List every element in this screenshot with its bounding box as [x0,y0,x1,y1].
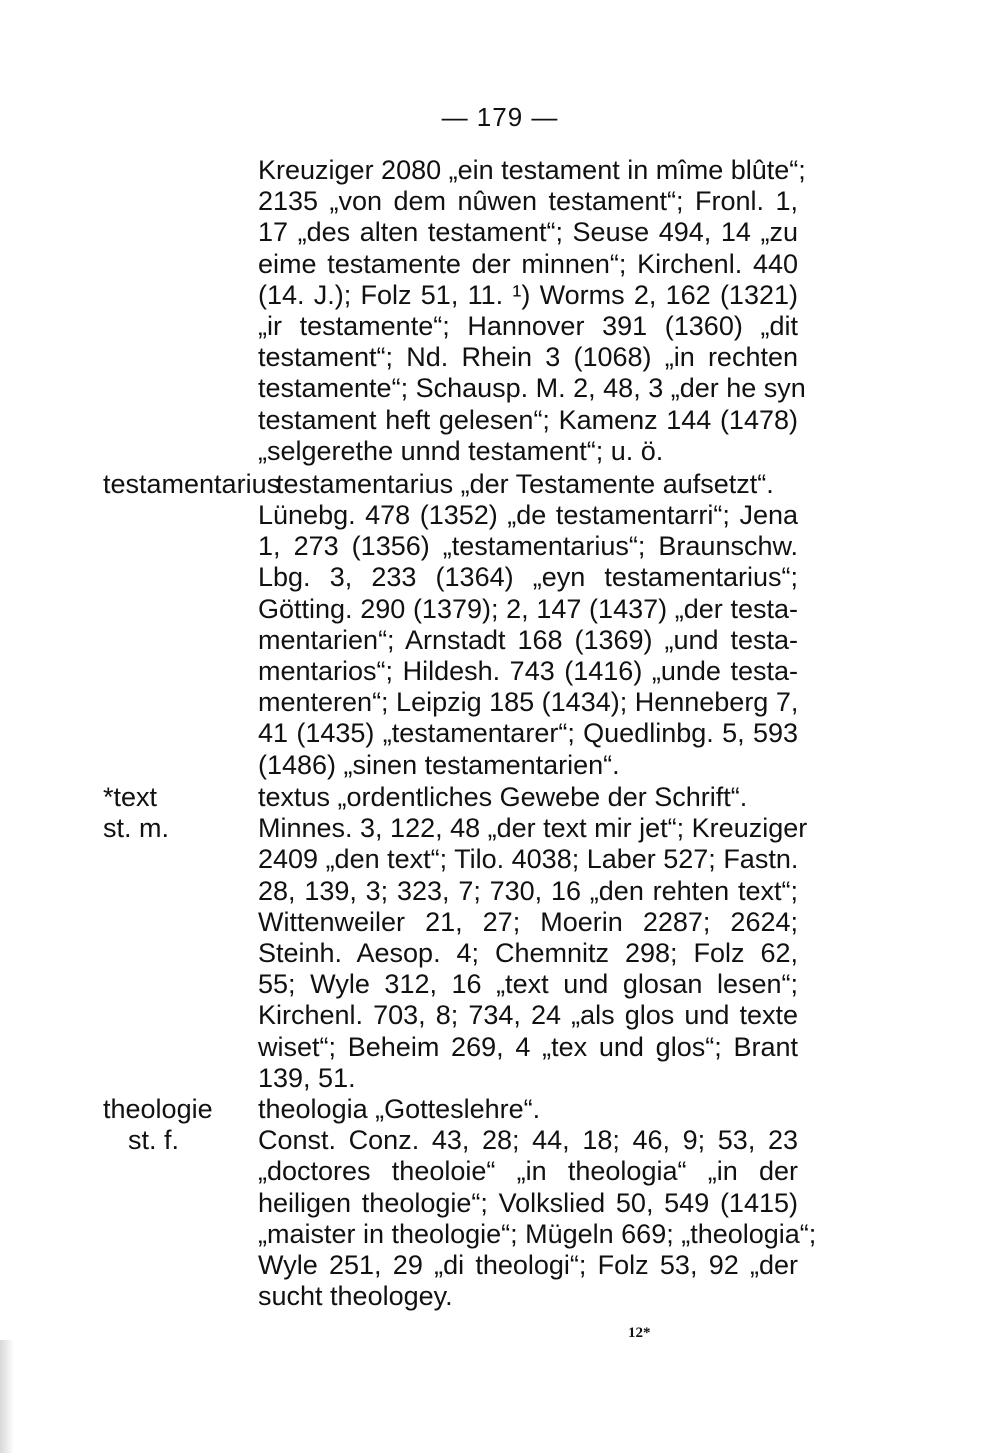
entry-line: mentarios“; Hildesh. 743 (1416) „unde testa- [258,656,798,687]
entry-line: menteren“; Leipzig 185 (1434); Henneberg 7, [258,687,799,718]
entry-line: testament“; Nd. Rhein 3 (1068) „in rechten [258,342,798,373]
entry-line: „doctores theoloie“ „in theologia“ „in der [258,1156,798,1187]
entry-line: Wyle 251, 29 „di theologi“; Folz 53, 92 „der [258,1250,798,1281]
entry-line: „ir testamente“; Hannover 391 (1360) „dit [258,311,798,342]
entry-line: 28, 139, 3; 323, 7; 730, 16 „den rehten text“; [258,875,798,906]
entry-line: testamentarius „der Testamente aufsetzt“. [276,469,774,499]
entry-line: testament heft gelesen“; Kamenz 144 (1478) [258,404,798,435]
entry-line: Steinh. Aesop. 4; Chemnitz 298; Folz 62, [258,938,798,969]
page-edge-shadow [0,1340,14,1453]
entry-body [258,155,806,467]
entry-line: testamente“; Schausp. M. 2, 48, 3 „der he syn [258,373,806,404]
entry-line: 2135 „von dem nûwen testament“; Fronl. 1, [258,186,798,217]
entry-line: Minnes. 3, 122, 48 „der text mir jet“; Kreuziger [258,813,808,844]
entry-line: Kirchenl. 703, 8; 734, 24 „als glos und texte [258,1000,798,1031]
entry-line: 2409 „den text“; Tilo. 4038; Laber 527; Fastn. [258,844,799,875]
entry-line: Kreuziger 2080 „ein testament in mîme blûte“; [258,155,806,185]
entry-line: wiset“; Beheim 269, 4 „tex und glos“; Brant [258,1031,798,1062]
entry-body [258,500,798,781]
page-number: — 179 — [441,102,559,132]
entry-line: Lbg. 3, 233 (1364) „eyn testamentarius“; [258,562,798,593]
entry-line: eime testamente der minnen“; Kirchenl. 440 [258,248,798,279]
entry-line: „selgerethe unnd testament“; u. ö. [258,435,664,466]
entry-body [258,782,808,1094]
entry-definition [276,469,774,500]
entry-line: 17 „des alten testament“; Seuse 494, 14 „zu [258,217,798,248]
entry-line: 41 (1435) „testamentarer“; Quedlinbg. 5, 593 [258,718,798,749]
entry-line: 55; Wyle 312, 16 „text und glosan lesen“; [258,969,798,1000]
entry-headword: testamentarius [103,469,281,499]
entry-line: theologia „Gotteslehre“. [258,1094,541,1124]
entry-grammar: st. f. [128,1125,180,1155]
entry-line: „maister in theologie“; Mügeln 669; „theologia“; [258,1218,817,1249]
entry-line: Götting. 290 (1379); 2, 147 (1437) „der testa- [258,593,798,624]
signature-mark: 12* [628,1325,651,1341]
entry-line: (14. J.); Folz 51, 11. ¹) Worms 2, 162 (1321) [258,279,798,310]
entry-line: heiligen theologie“; Volkslied 50, 549 (1415) [258,1187,798,1218]
entry-body [258,1094,817,1312]
entry-headword: theologie [103,1094,213,1124]
entry-line: Wittenweiler 21, 27; Moerin 2287; 2624; [258,906,798,937]
entry-line: Lünebg. 478 (1352) „de testamentarri“; Jena [258,500,798,530]
entry-headword: *text [103,782,158,812]
entry-line: sucht theologey. [258,1281,453,1312]
entry-line: mentarien“; Arnstadt 168 (1369) „und testa- [258,624,798,655]
entry-line: textus „ordentliches Gewebe der Schrift“. [258,782,748,812]
entry-line: 139, 51. [258,1062,356,1093]
entry-line: Const. Conz. 43, 28; 44, 18; 46, 9; 53, 23 [258,1125,798,1156]
entry-line: 1, 273 (1356) „testamentarius“; Braunschw. [258,531,798,562]
entry-line: (1486) „sinen testamentarien“. [258,749,620,780]
entry-grammar: st. m. [103,813,169,843]
